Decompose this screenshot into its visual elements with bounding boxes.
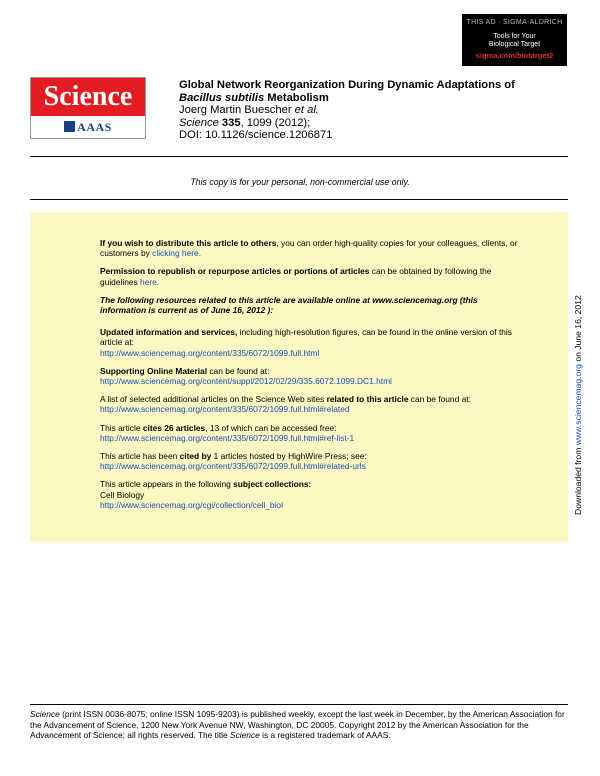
cites-heading: cites 26 articles xyxy=(142,422,206,433)
subject-collection-link[interactable]: http://www.sciencemag.org/cgi/collection/cell_biol xyxy=(100,499,283,510)
cited-by-heading: cited by xyxy=(179,451,212,462)
download-prefix: Downloaded from xyxy=(573,445,583,515)
sciencemag-link[interactable]: www.sciencemag.org xyxy=(573,364,583,446)
order-copies-link[interactable]: clicking here. xyxy=(152,248,202,259)
distribute-text: , you can order high-quality copies for your colleagues, clients, or customers by xyxy=(100,238,518,259)
aaas-emblem-icon xyxy=(64,121,75,132)
personal-use-note: This copy is for your personal, non-commercial use only. xyxy=(190,177,410,187)
related-paragraph xyxy=(100,394,525,414)
citation xyxy=(179,117,515,130)
article-title: Global Network Reorganization During Dynamic Adaptations of xyxy=(179,79,515,91)
related-articles-link[interactable]: http://www.sciencemag.org/content/335/6072/1099.full.html#related xyxy=(100,404,350,415)
et-al: et al. xyxy=(294,104,319,117)
species-name: Bacillus subtilis xyxy=(179,91,265,104)
advertisement-banner[interactable] xyxy=(462,14,567,66)
author-names: Joerg Martin Buescher xyxy=(179,104,295,117)
cited-by-paragraph xyxy=(100,451,525,471)
footer-divider xyxy=(30,704,568,705)
related-text: A list of selected additional articles on the Science Web sites xyxy=(100,394,327,405)
permission-link[interactable]: here. xyxy=(140,276,160,287)
ad-line1: THIS AD · SIGMA-ALDRICH xyxy=(466,19,563,26)
resources-content xyxy=(100,238,525,518)
footer-body: (print ISSN 0036-8075; online ISSN 1095-9203) is published weekly, except the last week in December, by the American Association for the Advancement of Science, 1200 New York Avenue NW, Washington, DC 20005. Copyright 2012 by the American Association for the Advancement of Science; all rights reserved. The title xyxy=(30,709,565,741)
journal-name: Science xyxy=(179,116,219,129)
footer-journal-2: Science xyxy=(230,730,260,741)
supporting-heading: Supporting Online Material xyxy=(100,365,208,376)
permission-paragraph xyxy=(100,266,525,286)
download-date: on June 16, 2012 xyxy=(573,295,583,365)
supporting-paragraph xyxy=(100,366,525,386)
subject-text: This article appears in the following xyxy=(100,479,234,490)
updated-paragraph xyxy=(100,327,525,358)
related-text-end: can be found at: xyxy=(408,394,471,405)
ad-link[interactable]: sigma.com/biotarget2 xyxy=(475,51,554,60)
authors xyxy=(179,104,515,117)
permission-text: can be obtained by following the guidelines xyxy=(100,266,492,287)
supporting-text: can be found at: xyxy=(207,365,270,376)
ad-line2: Tools for Your xyxy=(493,33,536,40)
related-heading: related to this article xyxy=(326,394,409,405)
subject-heading: subject collections: xyxy=(233,479,312,490)
cited-by-text-end: 1 articles hosted by HighWire Press; see: xyxy=(211,451,367,462)
aaas-label: AAAS xyxy=(77,120,112,134)
updated-heading: Updated information and services, xyxy=(100,327,238,338)
footer-journal: Science xyxy=(30,709,60,719)
subject-name: Cell Biology xyxy=(100,489,145,500)
ad-line3: Biological Target xyxy=(488,41,541,48)
top-divider xyxy=(30,156,568,157)
distribute-paragraph xyxy=(100,238,525,258)
download-note xyxy=(572,255,584,515)
science-logo[interactable] xyxy=(30,77,146,139)
updated-text: including high-resolution figures, can be found in the online version of this article at: xyxy=(100,327,512,348)
divider xyxy=(30,199,568,200)
article-title-line2 xyxy=(179,92,515,105)
title-end: Metabolism xyxy=(264,91,329,104)
distribute-heading: If you wish to distribute this article to others xyxy=(100,238,277,248)
cites-text-end: , 13 of which can be accessed free: xyxy=(205,422,337,433)
volume: 335 xyxy=(218,116,241,129)
cites-paragraph xyxy=(100,423,525,443)
doi: DOI: 10.1126/science.1206871 xyxy=(179,129,333,142)
cited-by-link[interactable]: http://www.sciencemag.org/content/335/6072/1099.full.html#related-urls xyxy=(100,461,366,472)
cites-text: This article xyxy=(100,422,143,433)
full-text-link[interactable]: http://www.sciencemag.org/content/335/6072/1099.full.html xyxy=(100,347,320,358)
references-link[interactable]: http://www.sciencemag.org/content/335/6072/1099.full.html#ref-list-1 xyxy=(100,432,355,443)
cited-by-text: This article has been xyxy=(100,451,180,462)
pages-year: , 1099 (2012); xyxy=(240,116,311,129)
aaas-logo xyxy=(31,120,145,135)
article-header xyxy=(179,79,515,142)
resources-notice: The following resources related to this article are available online at www.sciencemag.org (this information is current as of June 16, 2012 ): xyxy=(100,294,478,316)
footer-text xyxy=(30,709,568,741)
permission-heading: Permission to republish or repurpose articles or portions of articles xyxy=(100,266,370,277)
subject-paragraph xyxy=(100,479,525,510)
footer-body-end: is a registered trademark of AAAS. xyxy=(259,730,391,741)
supporting-material-link[interactable]: http://www.sciencemag.org/content/suppl/2012/02/29/335.6072.1099.DC1.html xyxy=(100,376,392,387)
science-wordmark: Science xyxy=(31,78,145,116)
